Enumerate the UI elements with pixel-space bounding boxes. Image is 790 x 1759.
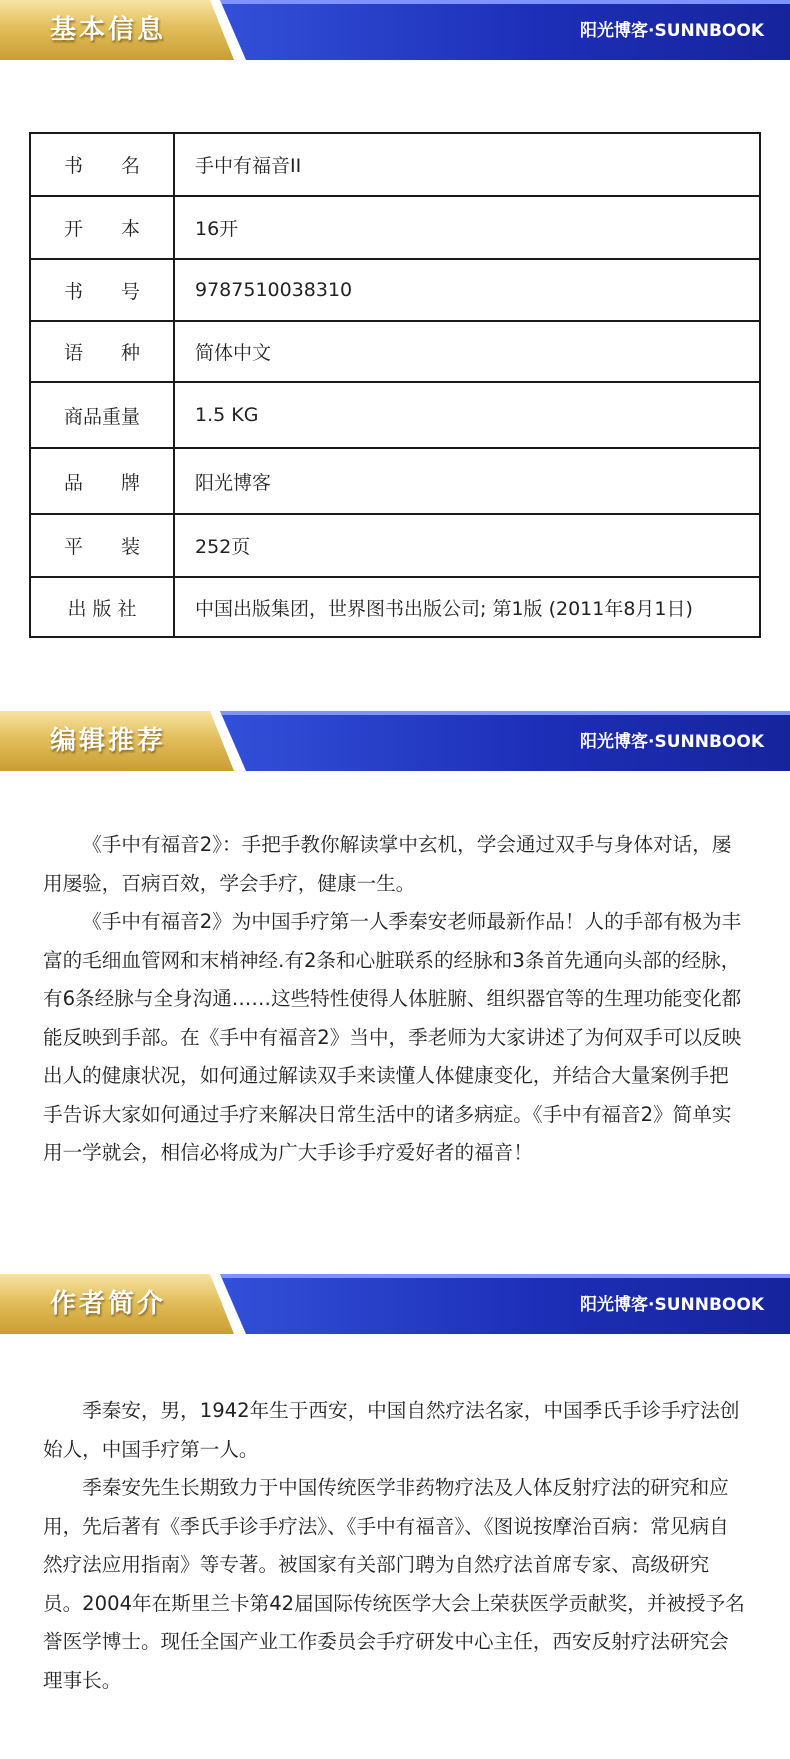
header-blue-highlight: [220, 0, 790, 4]
section-title: 编辑推荐: [50, 726, 167, 756]
brand-label: 阳光博客·SUNNBOOK: [580, 1295, 764, 1315]
brand-label: 阳光博客·SUNNBOOK: [580, 732, 764, 752]
table-row: [30, 321, 760, 382]
row-label: 商品重量: [30, 382, 174, 448]
row-label: 平 装: [30, 514, 174, 577]
row-label: 品 牌: [30, 448, 174, 514]
section-header-editor-recommendation: [0, 711, 790, 771]
section-title: 基本信息: [50, 15, 167, 45]
table-row: [30, 448, 760, 514]
table-row: [30, 577, 760, 637]
row-value: 阳光博客: [174, 448, 760, 514]
brand-label: 阳光博客·SUNNBOOK: [580, 21, 764, 41]
table-row: [30, 514, 760, 577]
header-blue-highlight: [220, 711, 790, 715]
table-row: [30, 196, 760, 259]
paragraph: 《手中有福音2》：手把手教你解读掌中玄机，学会通过双手与身体对话，屡用屡验，百病百效，学会手疗，健康一生。: [43, 833, 732, 895]
row-label: 出 版 社: [30, 577, 174, 637]
row-value: 手中有福音II: [174, 133, 760, 196]
row-value: 简体中文: [174, 321, 760, 382]
row-label: 书 号: [30, 259, 174, 321]
basic-info-table: [29, 132, 761, 638]
row-label: 语 种: [30, 321, 174, 382]
row-value: 9787510038310: [174, 259, 760, 321]
paragraph: 《手中有福音2》为中国手疗第一人季秦安老师最新作品！人的手部有极为丰富的毛细血管网和末梢神经.有2条和心脏联系的经脉和3条首先通向头部的经脉，有6条经脉与全身沟通……这些特性使得人体脏腑、组织器官等的生理功能变化都能反映到手部。在《手中有福音2》当中，季老师为大家讲述了为何双手可以反映出人的健康状况，如何通过解读双手来读懂人体健康变化，并结合大量案例手把手告诉大家如何通过手疗来解决日常生活中的诸多病症。《手中有福音2》简单实用一学就会，相信必将成为广大手诊手疗爱好者的福音！: [43, 910, 742, 1164]
paragraph: 季秦安先生长期致力于中国传统医学非药物疗法及人体反射疗法的研究和应用，先后著有《季氏手诊手疗法》、《手中有福音》、《图说按摩治百病：常见病自然疗法应用指南》等专著。被国家有关部门聘为自然疗法首席专家、高级研究员。2004年在斯里兰卡第42届国际传统医学大会上荣获医学贡献奖，并被授予名誉医学博士。现任全国产业工作委员会手疗研发中心主任，西安反射疗法研究会理事长。: [43, 1476, 745, 1692]
table-row: [30, 259, 760, 321]
row-label: 开 本: [30, 196, 174, 259]
row-value: 中国出版集团，世界图书出版公司; 第1版 (2011年8月1日): [174, 577, 760, 637]
paragraph: 季秦安，男，1942年生于西安，中国自然疗法名家，中国季氏手诊手疗法创始人，中国手疗第一人。: [43, 1399, 740, 1461]
table-row: [30, 133, 760, 196]
row-value: 252页: [174, 514, 760, 577]
section-header-author-intro: [0, 1274, 790, 1334]
table-row: [30, 382, 760, 448]
section-title: 作者简介: [50, 1289, 167, 1319]
author-intro-text: [43, 1392, 747, 1700]
header-blue-highlight: [220, 1274, 790, 1278]
row-value: 16开: [174, 196, 760, 259]
section-header-basic-info: [0, 0, 790, 60]
row-label: 书 名: [30, 133, 174, 196]
row-value: 1.5 KG: [174, 382, 760, 448]
editor-recommendation-text: [43, 826, 747, 1173]
